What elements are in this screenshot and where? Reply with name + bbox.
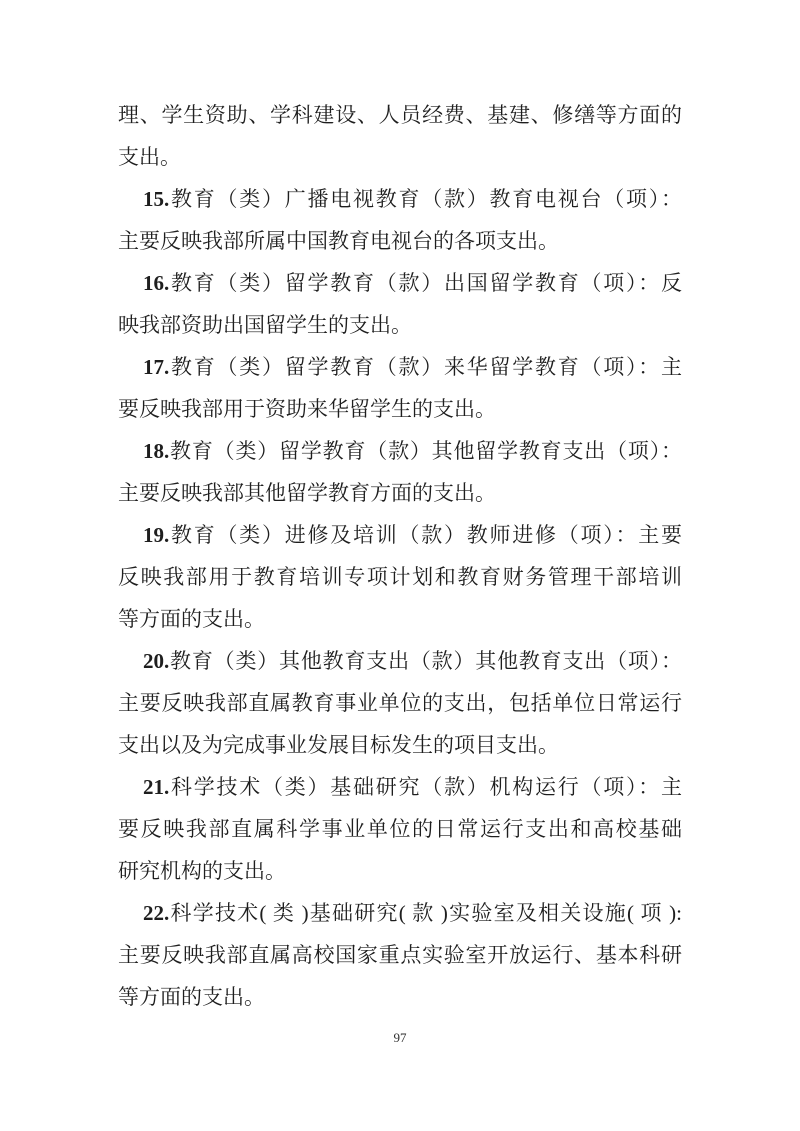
line-text: 主要反映我部直属教育事业单位的支出，包括单位日常运行 bbox=[118, 691, 682, 715]
line-text: 教育（类）其他教育支出（款）其他教育支出（项）： bbox=[169, 649, 682, 673]
line-text: 等方面的支出。 bbox=[118, 607, 265, 631]
line-text: 支出。 bbox=[118, 145, 181, 169]
text-line bbox=[118, 94, 682, 136]
line-text: 研究机构的支出。 bbox=[118, 859, 286, 883]
line-text: 教育（类）留学教育（款）其他留学教育支出（项）： bbox=[169, 439, 682, 463]
item-number: 22. bbox=[143, 901, 170, 925]
text-line bbox=[118, 136, 682, 178]
line-text: 等方面的支出。 bbox=[118, 985, 265, 1009]
item-number: 20. bbox=[143, 649, 170, 673]
line-text: 要反映我部用于资助来华留学生的支出。 bbox=[118, 397, 496, 421]
text-line bbox=[118, 682, 682, 724]
text-line bbox=[118, 808, 682, 850]
line-text: 教育（类）留学教育（款）出国留学教育（项）：反 bbox=[169, 271, 682, 295]
line-text: 理、学生资助、学科建设、人员经费、基建、修缮等方面的 bbox=[118, 103, 682, 127]
text-line bbox=[118, 724, 682, 766]
text-line bbox=[118, 220, 682, 262]
text-line bbox=[118, 598, 682, 640]
page-number: 97 bbox=[393, 1030, 407, 1045]
line-text: 主要反映我部其他留学教育方面的支出。 bbox=[118, 481, 496, 505]
line-text: 要反映我部直属科学事业单位的日常运行支出和高校基础 bbox=[118, 817, 682, 841]
line-text: 科学技术（类）基础研究（款）机构运行（项）：主 bbox=[169, 775, 682, 799]
item-18-heading-line bbox=[118, 430, 682, 472]
text-line bbox=[118, 850, 682, 892]
text-line bbox=[118, 304, 682, 346]
item-22-heading-line bbox=[118, 892, 682, 934]
item-21-heading-line bbox=[118, 766, 682, 808]
line-text: 教育（类）进修及培训（款）教师进修（项）：主要 bbox=[169, 523, 682, 547]
line-text: 支出以及为完成事业发展目标发生的项目支出。 bbox=[118, 733, 559, 757]
line-text: 反映我部用于教育培训专项计划和教育财务管理干部培训 bbox=[118, 565, 682, 589]
line-text: 主要反映我部直属高校国家重点实验室开放运行、基本科研 bbox=[118, 943, 682, 967]
item-16-heading-line bbox=[118, 262, 682, 304]
line-text: 教育（类）留学教育（款）来华留学教育（项）：主 bbox=[169, 355, 682, 379]
item-number: 17. bbox=[143, 355, 170, 379]
document-body bbox=[118, 94, 682, 1018]
item-number: 15. bbox=[143, 187, 170, 211]
text-line bbox=[118, 472, 682, 514]
item-number: 18. bbox=[143, 439, 170, 463]
item-20-heading-line bbox=[118, 640, 682, 682]
line-text: 教育（类）广播电视教育（款）教育电视台（项）： bbox=[169, 187, 682, 211]
item-number: 16. bbox=[143, 271, 170, 295]
item-15-heading-line bbox=[118, 178, 682, 220]
text-line bbox=[118, 934, 682, 976]
text-line bbox=[118, 388, 682, 430]
item-number: 21. bbox=[143, 775, 170, 799]
text-line bbox=[118, 976, 682, 1018]
item-19-heading-line bbox=[118, 514, 682, 556]
line-text: 映我部资助出国留学生的支出。 bbox=[118, 313, 412, 337]
item-number: 19. bbox=[143, 523, 170, 547]
line-text: 科学技术( 类 )基础研究( 款 )实验室及相关设施( 项 ): bbox=[169, 901, 682, 925]
text-line bbox=[118, 556, 682, 598]
item-17-heading-line bbox=[118, 346, 682, 388]
line-text: 主要反映我部所属中国教育电视台的各项支出。 bbox=[118, 229, 559, 253]
